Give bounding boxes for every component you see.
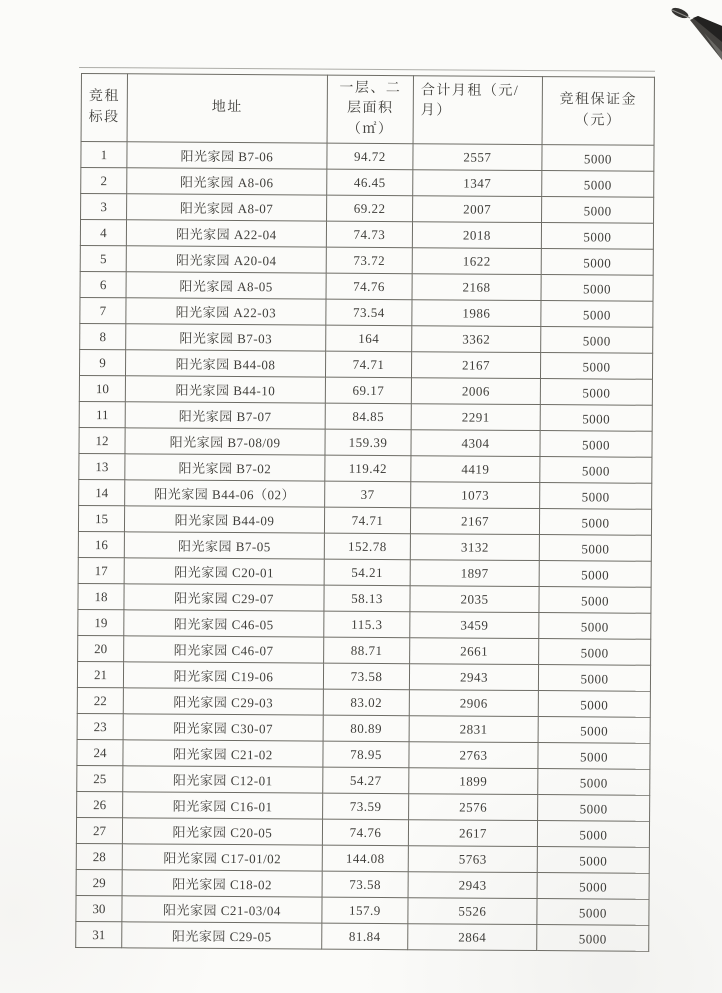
- floor-area-cell: 73.59: [323, 793, 409, 820]
- address-cell: 阳光家园 B7-06: [127, 142, 327, 169]
- address-cell: 阳光家园 B7-05: [124, 532, 324, 559]
- floor-area-cell: 157.9: [322, 897, 408, 924]
- floor-area-cell: 78.95: [323, 741, 409, 768]
- floor-area-cell: 81.84: [322, 923, 408, 950]
- bid-section-number: 15: [78, 505, 124, 531]
- bid-section-number: 27: [76, 817, 122, 843]
- header-monthly-rent: 合计月租（元/ 月）: [413, 76, 542, 145]
- deposit-cell: 5000: [539, 639, 651, 666]
- table-row: [79, 349, 652, 379]
- bid-section-number: 23: [77, 713, 123, 739]
- bid-section-number: 7: [80, 297, 126, 323]
- bid-section-number: 25: [77, 765, 123, 791]
- address-cell: 阳光家园 C29-05: [122, 922, 322, 949]
- floor-area-cell: 74.76: [322, 819, 408, 846]
- pen-tip-icon: [600, 0, 722, 70]
- table-row: [77, 713, 650, 743]
- address-cell: 阳光家园 B44-06（02）: [125, 480, 325, 507]
- table-row: [80, 271, 653, 301]
- address-cell: 阳光家园 A8-06: [127, 168, 327, 195]
- address-cell: 阳光家园 C21-02: [123, 740, 323, 767]
- address-cell: 阳光家园 B7-08/09: [125, 428, 325, 455]
- table-row: [77, 791, 650, 821]
- bid-section-number: 9: [79, 349, 125, 375]
- table-row: [76, 921, 649, 951]
- address-cell: 阳光家园 C29-07: [124, 584, 324, 611]
- deposit-cell: 5000: [537, 925, 649, 952]
- table-row: [81, 168, 654, 198]
- rental-bid-table: [75, 73, 655, 952]
- floor-area-cell: 115.3: [324, 611, 410, 638]
- table-row: [76, 817, 649, 847]
- deposit-cell: 5000: [541, 301, 653, 328]
- monthly-rent-cell: 5763: [408, 846, 537, 873]
- address-cell: 阳光家园 A8-07: [127, 194, 327, 221]
- bid-section-number: 2: [81, 168, 127, 194]
- floor-area-cell: 159.39: [325, 429, 411, 456]
- floor-area-cell: 37: [325, 481, 411, 508]
- table-row: [81, 142, 654, 172]
- deposit-cell: 5000: [541, 327, 653, 354]
- bid-section-number: 14: [79, 479, 125, 505]
- deposit-cell: 5000: [538, 665, 650, 692]
- address-cell: 阳光家园 A8-05: [126, 272, 326, 299]
- bid-section-number: 21: [77, 661, 123, 687]
- table-row: [77, 739, 650, 769]
- header-bid-deposit: 竞租保证金 （元）: [542, 77, 654, 146]
- address-cell: 阳光家园 B44-09: [124, 506, 324, 533]
- deposit-cell: 5000: [541, 275, 653, 302]
- floor-area-cell: 94.72: [327, 143, 413, 170]
- monthly-rent-cell: 2831: [409, 716, 538, 743]
- table-row: [78, 635, 651, 665]
- bid-section-number: 18: [78, 583, 124, 609]
- floor-area-cell: 80.89: [323, 715, 409, 742]
- deposit-cell: 5000: [538, 743, 650, 770]
- floor-area-cell: 73.58: [323, 663, 409, 690]
- address-cell: 阳光家园 C19-06: [123, 662, 323, 689]
- deposit-cell: 5000: [540, 353, 652, 380]
- address-cell: 阳光家园 C12-01: [123, 766, 323, 793]
- monthly-rent-cell: 2006: [411, 378, 540, 405]
- deposit-cell: 5000: [541, 223, 653, 250]
- monthly-rent-cell: 2018: [412, 222, 541, 249]
- bid-section-number: 31: [76, 921, 122, 947]
- table-row: [78, 557, 651, 587]
- address-cell: 阳光家园 A22-03: [126, 298, 326, 325]
- monthly-rent-cell: 2168: [412, 274, 541, 301]
- table-row: [79, 401, 652, 431]
- floor-area-cell: 164: [326, 325, 412, 352]
- address-cell: 阳光家园 B7-03: [126, 324, 326, 351]
- deposit-cell: 5000: [537, 873, 649, 900]
- monthly-rent-cell: 2943: [408, 872, 537, 899]
- monthly-rent-cell: 1347: [413, 170, 542, 197]
- bid-section-number: 20: [78, 635, 124, 661]
- floor-area-cell: 119.42: [325, 455, 411, 482]
- monthly-rent-cell: 2763: [409, 742, 538, 769]
- floor-area-cell: 83.02: [323, 689, 409, 716]
- bid-section-number: 3: [81, 194, 127, 220]
- monthly-rent-cell: 3362: [412, 326, 541, 353]
- bid-section-number: 28: [76, 843, 122, 869]
- address-cell: 阳光家园 C29-03: [123, 688, 323, 715]
- scanned-table-region: [75, 73, 654, 952]
- deposit-cell: 5000: [540, 431, 652, 458]
- monthly-rent-cell: 3132: [410, 534, 539, 561]
- address-cell: 阳光家园 B7-02: [125, 454, 325, 481]
- address-cell: 阳光家园 C46-07: [124, 636, 324, 663]
- table-header-row: [81, 74, 654, 146]
- bid-section-number: 12: [79, 427, 125, 453]
- address-cell: 阳光家园 C17-01/02: [122, 844, 322, 871]
- table-row: [80, 245, 653, 275]
- header-address: 地址: [127, 74, 327, 143]
- deposit-cell: 5000: [539, 613, 651, 640]
- bid-section-number: 24: [77, 739, 123, 765]
- floor-area-cell: 74.71: [324, 507, 410, 534]
- header-floor-area: 一层、二 层面积 （㎡）: [327, 75, 413, 144]
- table-row: [80, 220, 653, 250]
- floor-area-cell: 54.21: [324, 559, 410, 586]
- table-row: [79, 427, 652, 457]
- monthly-rent-cell: 4304: [411, 430, 540, 457]
- table-row: [78, 583, 651, 613]
- table-row: [78, 531, 651, 561]
- bid-section-number: 13: [79, 453, 125, 479]
- bid-section-number: 26: [77, 791, 123, 817]
- bid-section-number: 11: [79, 401, 125, 427]
- table-row: [80, 323, 653, 353]
- monthly-rent-cell: 2864: [408, 924, 537, 951]
- monthly-rent-cell: 2557: [413, 144, 542, 171]
- table-row: [78, 505, 651, 535]
- monthly-rent-cell: 1073: [411, 482, 540, 509]
- address-cell: 阳光家园 C21-03/04: [122, 896, 322, 923]
- address-cell: 阳光家园 C46-05: [124, 610, 324, 637]
- bid-section-number: 17: [78, 557, 124, 583]
- floor-area-cell: 73.72: [326, 247, 412, 274]
- address-cell: 阳光家园 C20-01: [124, 558, 324, 585]
- bid-section-number: 22: [77, 687, 123, 713]
- floor-area-cell: 74.73: [326, 221, 412, 248]
- monthly-rent-cell: 2167: [411, 352, 540, 379]
- deposit-cell: 5000: [538, 717, 650, 744]
- bid-section-number: 5: [80, 245, 126, 271]
- address-cell: 阳光家园 A20-04: [126, 246, 326, 273]
- bid-section-number: 16: [78, 531, 124, 557]
- deposit-cell: 5000: [538, 769, 650, 796]
- deposit-cell: 5000: [540, 379, 652, 406]
- floor-area-cell: 58.13: [324, 585, 410, 612]
- monthly-rent-cell: 2906: [409, 690, 538, 717]
- table-row: [79, 453, 652, 483]
- monthly-rent-cell: 2943: [409, 664, 538, 691]
- monthly-rent-cell: 2661: [410, 638, 539, 665]
- table-row: [77, 687, 650, 717]
- floor-area-cell: 74.76: [326, 273, 412, 300]
- floor-area-cell: 74.71: [325, 351, 411, 378]
- deposit-cell: 5000: [541, 249, 653, 276]
- monthly-rent-cell: 1897: [410, 560, 539, 587]
- monthly-rent-cell: 2617: [408, 820, 537, 847]
- table-row: [77, 765, 650, 795]
- bid-section-number: 30: [76, 895, 122, 921]
- deposit-cell: 5000: [537, 847, 649, 874]
- table-row: [76, 843, 649, 873]
- table-row: [79, 375, 652, 405]
- table-row: [76, 869, 649, 899]
- deposit-cell: 5000: [538, 691, 650, 718]
- monthly-rent-cell: 2167: [410, 508, 539, 535]
- floor-area-cell: 46.45: [327, 169, 413, 196]
- address-cell: 阳光家园 B44-10: [125, 376, 325, 403]
- address-cell: 阳光家园 C20-05: [122, 818, 322, 845]
- deposit-cell: 5000: [539, 535, 651, 562]
- deposit-cell: 5000: [537, 821, 649, 848]
- address-cell: 阳光家园 C16-01: [123, 792, 323, 819]
- bid-section-number: 6: [80, 271, 126, 297]
- monthly-rent-cell: 2007: [413, 196, 542, 223]
- deposit-cell: 5000: [538, 795, 650, 822]
- floor-area-cell: 69.17: [325, 377, 411, 404]
- header-bid-section: 竞租 标段: [81, 74, 127, 142]
- monthly-rent-cell: 1899: [409, 768, 538, 795]
- deposit-cell: 5000: [542, 197, 654, 224]
- deposit-cell: 5000: [539, 587, 651, 614]
- bid-section-number: 8: [80, 323, 126, 349]
- monthly-rent-cell: 2035: [410, 586, 539, 613]
- bid-section-number: 4: [80, 220, 126, 246]
- deposit-cell: 5000: [537, 899, 649, 926]
- deposit-cell: 5000: [540, 457, 652, 484]
- table-row: [80, 297, 653, 327]
- deposit-cell: 5000: [540, 405, 652, 432]
- monthly-rent-cell: 4419: [411, 456, 540, 483]
- table-row: [81, 194, 654, 224]
- table-body: [76, 142, 654, 952]
- table-row: [77, 661, 650, 691]
- floor-area-cell: 69.22: [327, 195, 413, 222]
- address-cell: 阳光家园 C18-02: [122, 870, 322, 897]
- bid-section-number: 29: [76, 869, 122, 895]
- floor-area-cell: 152.78: [324, 533, 410, 560]
- monthly-rent-cell: 1986: [412, 300, 541, 327]
- deposit-cell: 5000: [542, 171, 654, 198]
- table-row: [76, 895, 649, 925]
- table-row: [79, 479, 652, 509]
- scan-artifact-line: [79, 67, 655, 72]
- bid-section-number: 19: [78, 609, 124, 635]
- address-cell: 阳光家园 C30-07: [123, 714, 323, 741]
- monthly-rent-cell: 5526: [408, 898, 537, 925]
- deposit-cell: 5000: [540, 483, 652, 510]
- floor-area-cell: 84.85: [325, 403, 411, 430]
- floor-area-cell: 73.58: [322, 871, 408, 898]
- address-cell: 阳光家园 B7-07: [125, 402, 325, 429]
- bid-section-number: 10: [79, 375, 125, 401]
- deposit-cell: 5000: [542, 145, 654, 172]
- deposit-cell: 5000: [539, 509, 651, 536]
- address-cell: 阳光家园 A22-04: [126, 220, 326, 247]
- bid-section-number: 1: [81, 142, 127, 168]
- deposit-cell: 5000: [539, 561, 651, 588]
- monthly-rent-cell: 1622: [412, 248, 541, 275]
- table-row: [78, 609, 651, 639]
- floor-area-cell: 73.54: [326, 299, 412, 326]
- floor-area-cell: 88.71: [324, 637, 410, 664]
- floor-area-cell: 144.08: [322, 845, 408, 872]
- monthly-rent-cell: 2576: [409, 794, 538, 821]
- monthly-rent-cell: 3459: [410, 612, 539, 639]
- floor-area-cell: 54.27: [323, 767, 409, 794]
- monthly-rent-cell: 2291: [411, 404, 540, 431]
- address-cell: 阳光家园 B44-08: [125, 350, 325, 377]
